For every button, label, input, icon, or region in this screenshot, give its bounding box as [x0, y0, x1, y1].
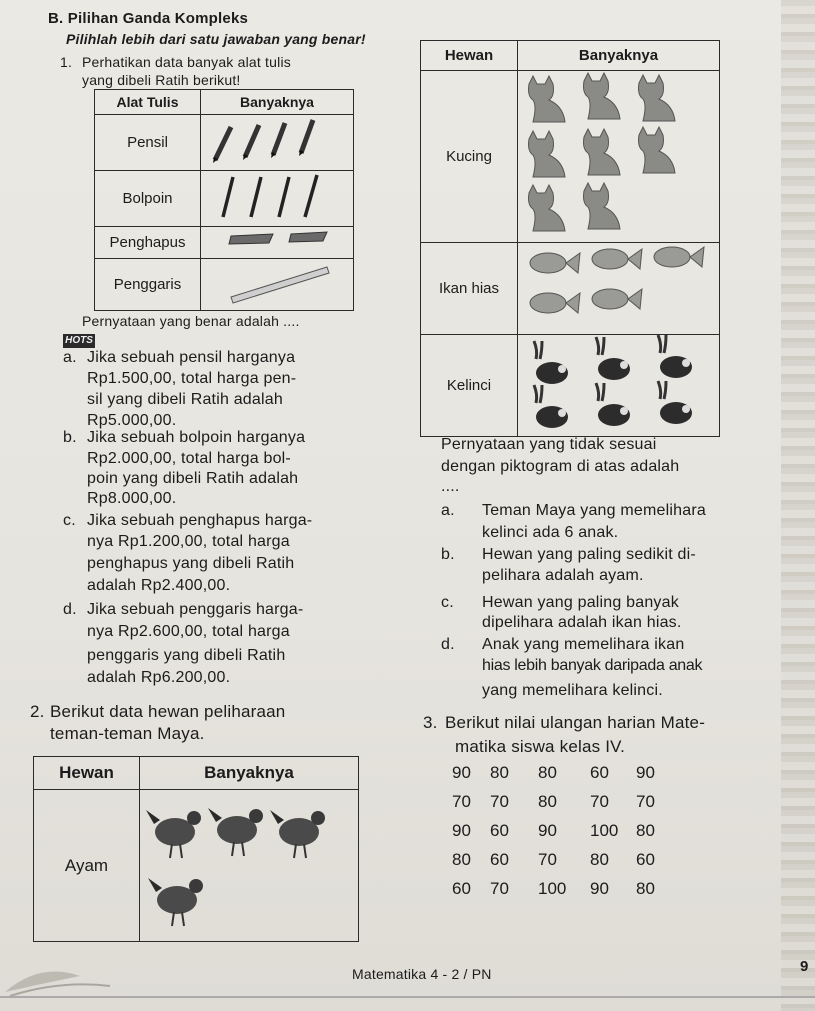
q2-animal-ikan-hias: Ikan hias: [421, 243, 518, 335]
q1-option-d-line3: penggaris yang dibeli Ratih: [87, 647, 286, 664]
fish-icon: [530, 253, 580, 273]
score-cell: 80: [452, 850, 471, 869]
q2-animal-kelinci: Kelinci: [421, 335, 518, 437]
q2-statement-line3: ....: [441, 478, 460, 495]
fish-icon-group: [518, 243, 718, 329]
chicken-icon: [146, 810, 201, 858]
q2-right-header-count: Banyaknya: [518, 41, 720, 71]
q3-prompt-line1: Berikut nilai ulangan harian Mate-: [445, 713, 706, 732]
q2-right-header-animal: Hewan: [421, 41, 518, 71]
q2-option-a-line1: Teman Maya yang memelihara: [482, 502, 706, 519]
q1-prompt-line1: Perhatikan data banyak alat tulis: [82, 54, 291, 70]
pen-icon-group: [201, 171, 351, 221]
score-cell: 80: [636, 821, 655, 840]
cat-icon-group: [518, 71, 718, 237]
score-cell: 90: [590, 879, 609, 898]
score-cell: 60: [452, 879, 471, 898]
q2-option-d-letter: d.: [441, 636, 455, 653]
q1-option-c-line4: adalah Rp2.400,00.: [87, 577, 231, 594]
q1-item-penggaris: Penggaris: [95, 259, 201, 311]
score-cell: 80: [490, 763, 509, 782]
q2-option-d-line3: yang memelihara kelinci.: [482, 682, 663, 699]
pencil-icon: [299, 120, 313, 156]
q2-statement-line1: Pernyataan yang tidak sesuai: [441, 436, 657, 453]
q1-item-penghapus: Penghapus: [95, 227, 201, 259]
instruction: Pilihlah lebih dari satu jawaban yang benar!: [66, 31, 366, 47]
hots-badge: HOTS: [63, 334, 95, 348]
q1-count-pensil: [201, 115, 354, 171]
chicken-icon: [208, 808, 263, 856]
cat-icon: [529, 76, 566, 122]
page-edge: [781, 0, 815, 1011]
q2-table-continued: [420, 40, 720, 437]
pen-icon: [305, 175, 317, 217]
q2-header-count: Banyaknya: [140, 757, 359, 790]
fish-icon: [530, 293, 580, 313]
cat-icon: [639, 127, 676, 173]
q2-table-ayam: [33, 756, 359, 942]
q2-number: 2.: [30, 702, 45, 721]
q1-option-a-line2: Rp1.500,00, total harga pen-: [87, 370, 297, 387]
rabbit-icon: [534, 385, 568, 428]
pen-icon: [251, 177, 261, 217]
q2-option-a-line2: kelinci ada 6 anak.: [482, 524, 619, 541]
pencil-icon: [243, 125, 259, 160]
q3-number: 3.: [423, 713, 438, 732]
score-cell: 70: [590, 792, 609, 811]
pen-icon: [279, 177, 289, 217]
score-cell: 60: [490, 850, 509, 869]
q1-option-b-line3: poin yang dibeli Ratih adalah: [87, 470, 299, 487]
fish-icon: [654, 247, 704, 267]
score-cell: 100: [590, 821, 619, 840]
q1-option-c-line3: penghapus yang dibeli Ratih: [87, 555, 295, 572]
pen-icon: [223, 177, 233, 217]
q2-option-c-line1: Hewan yang paling banyak: [482, 594, 679, 611]
page-footer: [0, 958, 815, 998]
q2-option-b-line2: pelihara adalah ayam.: [482, 567, 644, 584]
cat-icon: [529, 185, 566, 231]
q1-option-a-line4: Rp5.000,00.: [87, 412, 177, 429]
ruler-icon: [231, 267, 329, 303]
q1-number: 1.: [60, 54, 73, 70]
q2-option-d-line2: hias lebih banyak daripada anak: [482, 657, 703, 674]
ruler-group: [201, 259, 351, 305]
q2-count-ikan-hias: [518, 243, 720, 335]
section-title: B. Pilihan Ganda Kompleks: [48, 10, 249, 27]
chicken-icon-group: [140, 790, 355, 936]
cat-icon: [639, 75, 676, 121]
rabbit-icon: [596, 337, 630, 380]
q1-option-b-line1: Jika sebuah bolpoin harganya: [87, 429, 306, 446]
q1-option-d-line1: Jika sebuah penggaris harga-: [87, 601, 304, 618]
score-cell: 90: [452, 821, 471, 840]
score-cell: 80: [636, 879, 655, 898]
q2-option-d-line1: Anak yang memelihara ikan: [482, 636, 685, 653]
q1-option-b-line4: Rp8.000,00.: [87, 490, 177, 507]
q1-option-a-line1: Jika sebuah pensil harganya: [87, 349, 296, 366]
q1-header-count: Banyaknya: [201, 90, 354, 115]
q2-option-c-line2: dipelihara adalah ikan hias.: [482, 614, 682, 631]
rabbit-icon-group: [518, 335, 718, 431]
q1-header-item: Alat Tulis: [95, 90, 201, 115]
q1-item-pensil: Pensil: [95, 115, 201, 171]
chicken-icon: [270, 810, 325, 858]
score-cell: 80: [590, 850, 609, 869]
q2-option-b-line1: Hewan yang paling sedikit di-: [482, 546, 696, 563]
score-cell: 90: [538, 821, 557, 840]
rabbit-icon: [596, 383, 630, 426]
q3-score-grid: [452, 763, 676, 899]
q1-option-d-letter: d.: [63, 601, 77, 618]
q2-option-c-letter: c.: [441, 594, 454, 611]
q1-option-a-letter: a.: [63, 349, 77, 366]
q1-count-penggaris: [201, 259, 354, 311]
q1-option-c-line2: nya Rp1.200,00, total harga: [87, 533, 290, 550]
fish-icon: [592, 289, 642, 309]
q1-option-c-line1: Jika sebuah penghapus harga-: [87, 512, 313, 529]
page-number: 9: [800, 958, 809, 975]
eraser-icon: [289, 232, 327, 242]
pencil-icon: [213, 127, 231, 163]
score-cell: 60: [590, 763, 609, 782]
rabbit-icon: [658, 335, 692, 378]
footer-divider: [0, 996, 815, 998]
q1-option-d-line2: nya Rp2.600,00, total harga: [87, 623, 290, 640]
score-cell: 70: [490, 879, 509, 898]
eraser-icon-group: [201, 227, 351, 253]
score-cell: 80: [538, 763, 557, 782]
q2-option-b-letter: b.: [441, 546, 455, 563]
chicken-icon: [148, 878, 203, 926]
score-cell: 60: [490, 821, 509, 840]
q1-count-penghapus: [201, 227, 354, 259]
q2-count-ayam: [140, 790, 359, 942]
rabbit-icon: [534, 341, 568, 384]
cat-icon: [584, 73, 621, 119]
eraser-icon: [229, 234, 273, 244]
q1-option-d-line4: adalah Rp6.200,00.: [87, 669, 231, 686]
q3-prompt-line2: matika siswa kelas IV.: [455, 737, 626, 756]
score-cell: 90: [636, 763, 655, 782]
q2-statement-line2: dengan piktogram di atas adalah: [441, 458, 680, 475]
rabbit-icon: [658, 381, 692, 424]
fish-icon: [592, 249, 642, 269]
footer-text: Matematika 4 - 2 / PN: [352, 966, 492, 982]
q1-option-b-line2: Rp2.000,00, total harga bol-: [87, 450, 291, 467]
score-cell: 60: [636, 850, 655, 869]
q1-count-bolpoin: [201, 171, 354, 227]
score-cell: 100: [538, 879, 567, 898]
score-cell: 70: [490, 792, 509, 811]
q1-prompt-line2: yang dibeli Ratih berikut!: [82, 72, 241, 88]
score-cell: 70: [538, 850, 557, 869]
cat-icon: [584, 183, 621, 229]
q1-option-c-letter: c.: [63, 512, 76, 529]
score-cell: 70: [452, 792, 471, 811]
q2-header-animal: Hewan: [34, 757, 140, 790]
pencil-icon: [271, 123, 285, 158]
score-cell: 70: [636, 792, 655, 811]
q2-count-kucing: [518, 71, 720, 243]
q1-option-a-line3: sil yang dibeli Ratih adalah: [87, 391, 283, 408]
q2-animal-kucing: Kucing: [421, 71, 518, 243]
q2-count-kelinci: [518, 335, 720, 437]
q1-item-bolpoin: Bolpoin: [95, 171, 201, 227]
q2-prompt-line1: Berikut data hewan peliharaan: [50, 702, 286, 721]
score-cell: 90: [452, 763, 471, 782]
q1-option-b-letter: b.: [63, 429, 77, 446]
pencil-icon-group: [201, 115, 351, 165]
q1-table: [94, 89, 354, 311]
score-cell: 80: [538, 792, 557, 811]
q2-option-a-letter: a.: [441, 502, 455, 519]
q2-animal-ayam: Ayam: [34, 790, 140, 942]
cat-icon: [584, 129, 621, 175]
leaf-decoration-icon: [0, 962, 120, 998]
q1-statement-prompt: Pernyataan yang benar adalah ....: [82, 313, 300, 329]
cat-icon: [529, 131, 566, 177]
q2-prompt-line2: teman-teman Maya.: [50, 724, 205, 743]
